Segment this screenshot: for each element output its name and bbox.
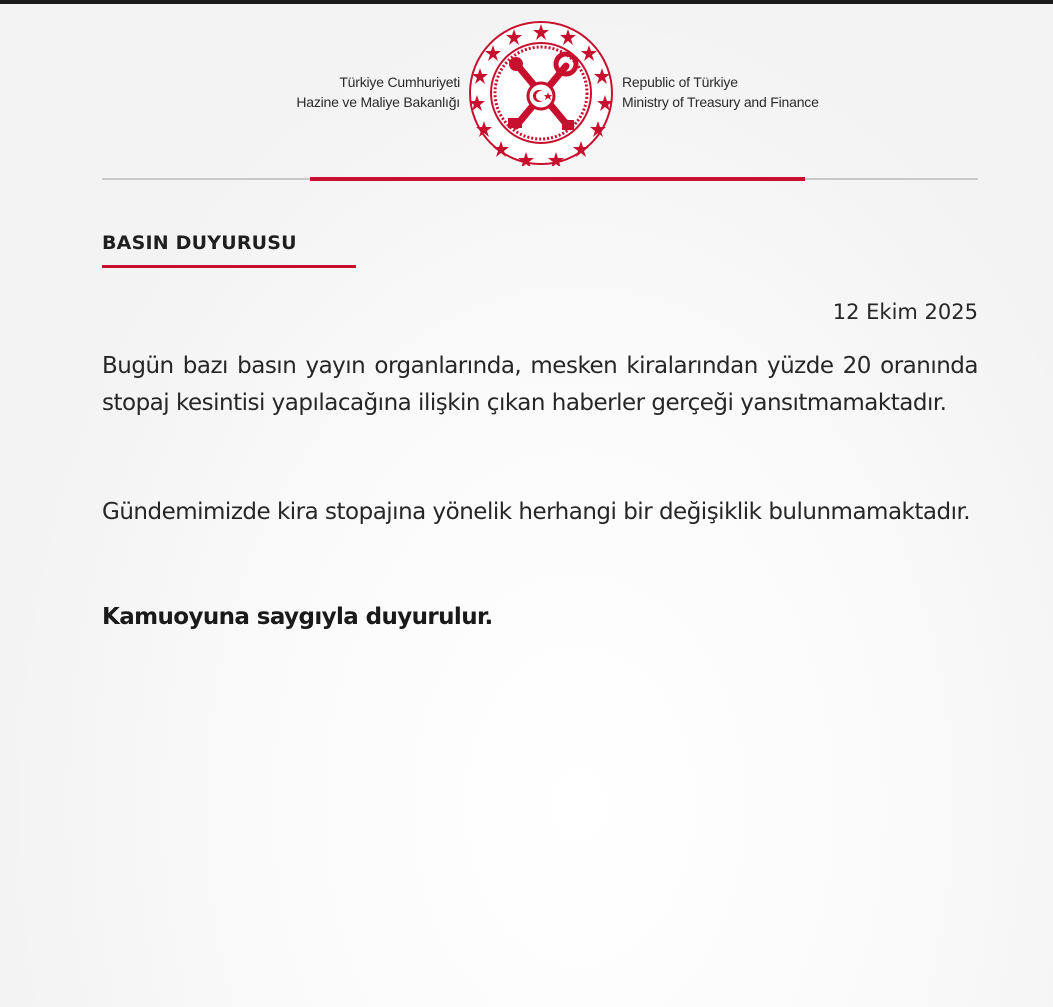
document-date: 12 Ekim 2025: [832, 300, 978, 324]
paragraph-1-line-3: yansıtmamaktadır.: [740, 390, 947, 416]
org-tr-line-2: Hazine ve Maliye Bakanlığı: [296, 94, 460, 110]
paragraph-2: [102, 494, 978, 531]
title-underline: [102, 265, 356, 268]
paragraph-2-line-1: Gündemimizde kira stopajına yönelik herhangi bir değişiklik: [102, 499, 762, 525]
org-en-line-2: Ministry of Treasury and Finance: [622, 94, 819, 110]
paragraph-2-line-2: bulunmamaktadır.: [768, 499, 971, 525]
closing-statement: Kamuoyuna saygıyla duyurulur.: [102, 604, 493, 630]
paragraph-1: [102, 348, 978, 422]
paragraph-1-line-1: Bugün bazı basın yayın organlarında, mesken kiralarından yüzde 20: [102, 353, 871, 379]
paragraph-1-line-2: oranında stopaj kesintisi yapılacağına ilişkin çıkan haberler gerçeği: [102, 353, 978, 416]
header-divider-accent: [310, 177, 805, 181]
ministry-seal-icon: [468, 20, 614, 166]
document-title: BASIN DUYURUSU: [102, 232, 297, 254]
org-name-english: [622, 72, 882, 112]
org-name-turkish: [250, 72, 460, 112]
org-en-line-1: Republic of Türkiye: [622, 74, 738, 90]
org-tr-line-1: Türkiye Cumhuriyeti: [339, 74, 460, 90]
